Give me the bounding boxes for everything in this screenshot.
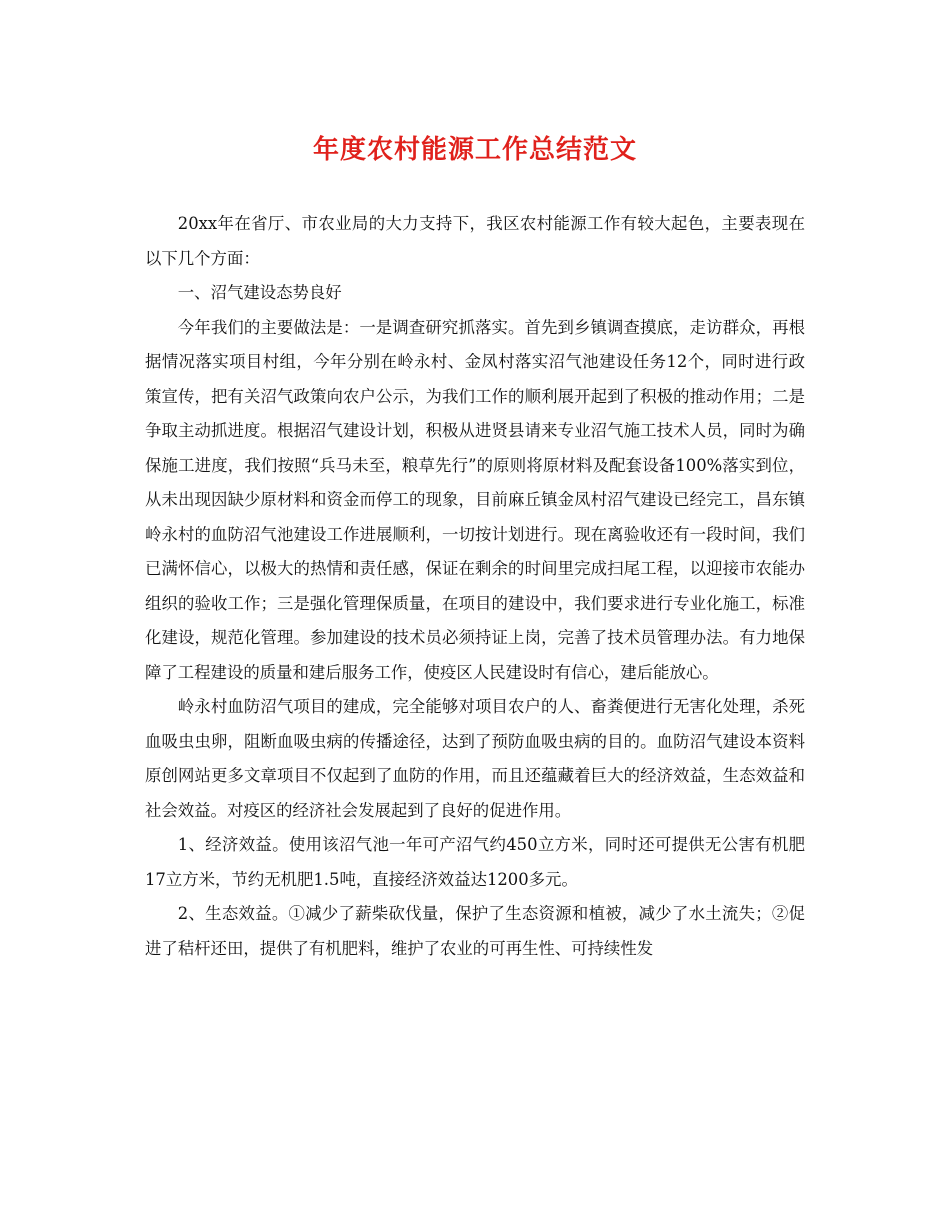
document-body: [145, 207, 805, 966]
paragraph-ecological-benefit: 2、生态效益。①减少了薪柴砍伐量，保护了生态资源和植被，减少了水土流失；②促进了秸杆还田，提供了有机肥料，维护了农业的可再生性、可持续性发: [145, 904, 805, 958]
paragraph-measures: 今年我们的主要做法是：一是调查研究抓落实。首先到乡镇调查摸底，走访群众，再根据情况落实项目村组，今年分别在岭永村、金凤村落实沼气池建设任务12个，同时进行政策宣传，把有关沼气政策向农户公示，为我们工作的顺利展开起到了积极的推动作用；二是争取主动抓进度。根据沼气建设计划，积极从进贤县请来专业沼气施工技术人员，同时为确保施工进度，我们按照“兵马未至，粮草先行”的原则将原材料及配套设备100%落实到位，从未出现因缺少原材料和资金而停工的现象，目前麻丘镇金凤村沼气建设已经完工，昌东镇岭永村的血防沼气池建设工作进展顺利，一切按计划进行。现在离验收还有一段时间，我们已满怀信心，以极大的热情和责任感，保证在剩余的时间里完成扫尾工程，以迎接市农能办组织的验收工作；三是强化管理保质量，在项目的建设中，我们要求进行专业化施工，标准化建设，规范化管理。参加建设的技术员必须持证上岗，完善了技术员管理办法。有力地保障了工程建设的质量和建后服务工作，使疫区人民建设时有信心，建后能放心。: [145, 317, 805, 682]
paragraph-economic-benefit: 1、经济效益。使用该沼气池一年可产沼气约450立方米，同时还可提供无公害有机肥17立方米，节约无机肥1.5吨，直接经济效益达1200多元。: [145, 835, 805, 889]
paragraph-project-benefits: 岭永村血防沼气项目的建成，完全能够对项目农户的人、畜粪便进行无害化处理，杀死血吸虫虫卵，阻断血吸虫病的传播途径，达到了预防血吸虫病的目的。血防沼气建设本资料原创网站更多文章项目不仅起到了血防的作用，而且还蕴藏着巨大的经济效益，生态效益和社会效益。对疫区的经济社会发展起到了良好的促进作用。: [145, 697, 805, 820]
paragraph-intro: 20xx年在省厅、市农业局的大力支持下，我区农村能源工作有较大起色，主要表现在以下几个方面：: [145, 214, 805, 268]
section-heading-biogas: 一、沼气建设态势良好: [177, 283, 342, 302]
document-title: 年度农村能源工作总结范文: [312, 135, 637, 165]
